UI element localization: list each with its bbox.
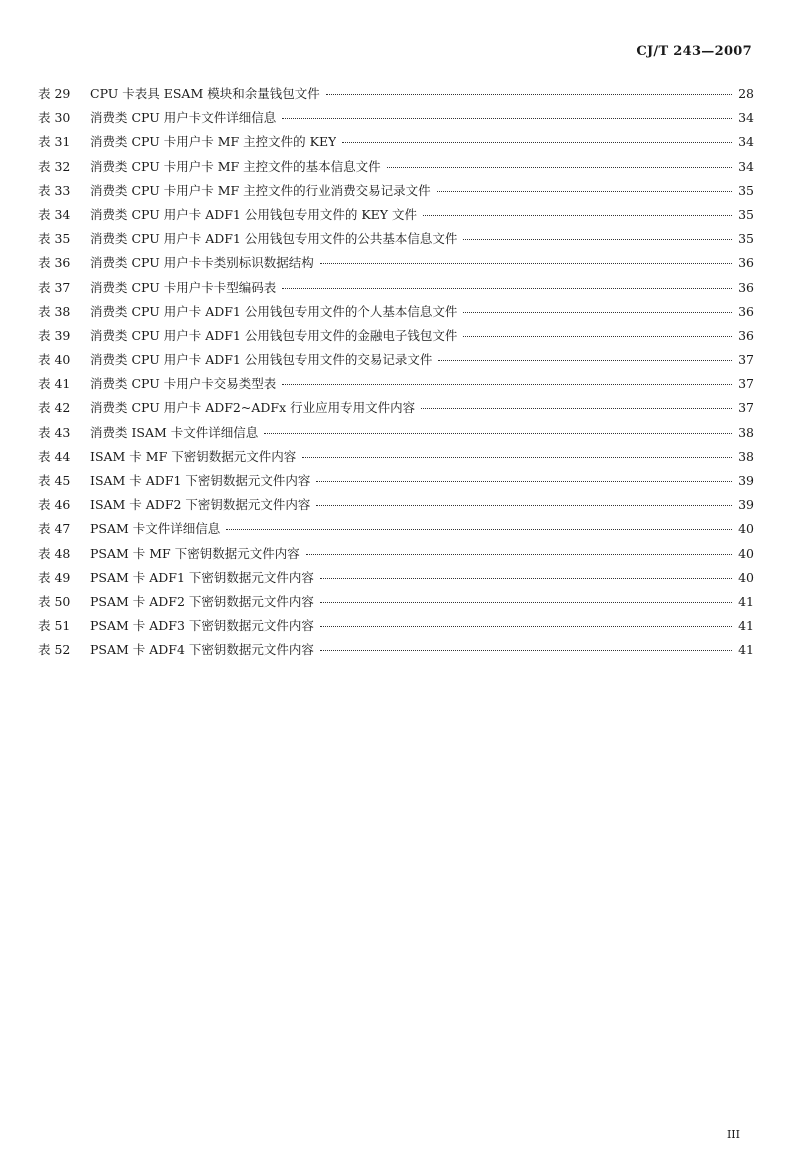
- toc-row[interactable]: [38, 447, 754, 471]
- toc-row[interactable]: [38, 568, 754, 592]
- toc-page-number: 35: [738, 206, 754, 222]
- toc-row[interactable]: [38, 495, 754, 519]
- toc-label: 表 47: [38, 521, 71, 537]
- toc-label: 表 43: [38, 424, 71, 440]
- toc-page-number: 40: [738, 569, 754, 585]
- toc-label: 表 32: [38, 158, 71, 174]
- toc-page-number: 36: [738, 327, 754, 343]
- toc-label: 表 39: [38, 327, 71, 343]
- toc-title: PSAM 卡 ADF4 下密钥数据元文件内容: [90, 642, 314, 658]
- toc-dot-leader: [306, 554, 732, 555]
- toc-row[interactable]: [38, 592, 754, 616]
- toc-row[interactable]: [38, 205, 754, 229]
- toc-row[interactable]: [38, 253, 754, 277]
- toc-dot-leader: [302, 457, 732, 458]
- toc-label: 表 31: [38, 134, 71, 150]
- toc-dot-leader: [423, 215, 732, 216]
- toc-dot-leader: [437, 191, 732, 192]
- toc-row[interactable]: [38, 350, 754, 374]
- toc-label: 表 49: [38, 569, 71, 585]
- toc-dot-leader: [463, 312, 732, 313]
- toc-dot-leader: [320, 650, 732, 651]
- toc-title: 消费类 CPU 用户卡 ADF1 公用钱包专用文件的金融电子钱包文件: [90, 327, 458, 343]
- toc-dot-leader: [342, 142, 732, 143]
- toc-page-number: 35: [738, 231, 754, 247]
- toc-row[interactable]: [38, 398, 754, 422]
- toc-row[interactable]: [38, 278, 754, 302]
- toc-label: 表 45: [38, 473, 71, 488]
- toc-title: 消费类 CPU 卡用户卡 MF 主控文件的行业消费交易记录文件: [90, 182, 431, 198]
- toc-title: 消费类 CPU 卡用户卡 MF 主控文件的基本信息文件: [90, 158, 381, 174]
- toc-dot-leader: [463, 239, 732, 240]
- toc-label: 表 37: [38, 279, 71, 295]
- toc-page-number: 37: [738, 400, 754, 416]
- toc-page-number: 40: [738, 521, 754, 537]
- toc-title: 消费类 CPU 用户卡 ADF1 公用钱包专用文件的个人基本信息文件: [90, 303, 458, 319]
- toc-page-number: 38: [738, 448, 754, 464]
- toc-title: 消费类 CPU 用户卡 ADF1 公用钱包专用文件的交易记录文件: [90, 352, 433, 368]
- toc-title: PSAM 卡 ADF2 下密钥数据元文件内容: [90, 593, 314, 609]
- toc-label: 表 29: [38, 86, 71, 101]
- toc-page-number: 37: [738, 352, 754, 368]
- toc-label: 表 40: [38, 352, 71, 368]
- toc-title: CPU 卡表具 ESAM 模块和余量钱包文件: [90, 86, 320, 101]
- toc-page-number: 41: [738, 593, 754, 609]
- toc-label: 表 38: [38, 303, 71, 319]
- toc-row[interactable]: [38, 471, 754, 495]
- toc-title: PSAM 卡 ADF3 下密钥数据元文件内容: [90, 618, 314, 634]
- table-of-contents: [38, 84, 754, 665]
- standard-code-header: CJ/T 243—2007: [636, 44, 752, 59]
- toc-title: 消费类 CPU 用户卡卡类别标识数据结构: [90, 255, 314, 271]
- toc-page-number: 41: [738, 618, 754, 634]
- toc-title: 消费类 CPU 卡用户卡交易类型表: [90, 376, 277, 392]
- toc-page-number: 34: [738, 134, 754, 150]
- toc-label: 表 52: [38, 642, 71, 658]
- toc-row[interactable]: [38, 616, 754, 640]
- toc-label: 表 42: [38, 400, 71, 416]
- toc-row[interactable]: [38, 374, 754, 398]
- toc-dot-leader: [282, 384, 732, 385]
- toc-page-number: 41: [738, 642, 754, 658]
- toc-label: 表 50: [38, 593, 71, 609]
- toc-dot-leader: [421, 408, 732, 409]
- toc-row[interactable]: [38, 229, 754, 253]
- toc-page-number: 38: [738, 424, 754, 440]
- toc-row[interactable]: [38, 157, 754, 181]
- toc-page-number: 28: [738, 86, 754, 101]
- toc-page-number: 36: [738, 279, 754, 295]
- toc-dot-leader: [282, 118, 732, 119]
- toc-title: ISAM 卡 MF 下密钥数据元文件内容: [90, 448, 297, 464]
- toc-page-number: 39: [738, 497, 754, 513]
- toc-title: 消费类 CPU 用户卡 ADF2~ADFx 行业应用专用文件内容: [90, 400, 416, 416]
- toc-title: 消费类 CPU 用户卡 ADF1 公用钱包专用文件的 KEY 文件: [90, 206, 418, 222]
- toc-label: 表 33: [38, 182, 71, 198]
- toc-row[interactable]: [38, 84, 754, 108]
- toc-page-number: 35: [738, 182, 754, 198]
- toc-page-number: 37: [738, 376, 754, 392]
- toc-title: 消费类 CPU 用户卡文件详细信息: [90, 110, 277, 126]
- toc-title: PSAM 卡 ADF1 下密钥数据元文件内容: [90, 569, 314, 585]
- toc-title: ISAM 卡 ADF2 下密钥数据元文件内容: [90, 497, 311, 513]
- toc-title: 消费类 CPU 卡用户卡 MF 主控文件的 KEY: [90, 134, 337, 150]
- toc-dot-leader: [264, 433, 732, 434]
- toc-row[interactable]: [38, 544, 754, 568]
- toc-label: 表 51: [38, 618, 71, 634]
- toc-dot-leader: [320, 626, 732, 627]
- toc-title: ISAM 卡 ADF1 下密钥数据元文件内容: [90, 473, 311, 488]
- toc-row[interactable]: [38, 132, 754, 156]
- toc-dot-leader: [463, 336, 732, 337]
- toc-row[interactable]: [38, 640, 754, 664]
- toc-dot-leader: [320, 602, 732, 603]
- toc-dot-leader: [282, 288, 732, 289]
- toc-row[interactable]: [38, 108, 754, 132]
- toc-title: 消费类 CPU 用户卡 ADF1 公用钱包专用文件的公共基本信息文件: [90, 231, 458, 247]
- page-number: III: [726, 1128, 740, 1141]
- toc-dot-leader: [438, 360, 732, 361]
- toc-row[interactable]: [38, 326, 754, 350]
- toc-dot-leader: [316, 481, 732, 482]
- toc-title: PSAM 卡 MF 下密钥数据元文件内容: [90, 545, 300, 561]
- toc-dot-leader: [226, 529, 732, 530]
- toc-dot-leader: [316, 505, 732, 506]
- toc-title: 消费类 CPU 卡用户卡卡型编码表: [90, 279, 277, 295]
- toc-row[interactable]: [38, 423, 754, 447]
- toc-page-number: 36: [738, 255, 754, 271]
- toc-dot-leader: [320, 263, 732, 264]
- toc-label: 表 36: [38, 255, 71, 271]
- toc-label: 表 34: [38, 206, 71, 222]
- toc-label: 表 46: [38, 497, 71, 513]
- toc-label: 表 44: [38, 448, 71, 464]
- toc-title: 消费类 ISAM 卡文件详细信息: [90, 424, 259, 440]
- toc-page-number: 39: [738, 473, 754, 488]
- toc-label: 表 35: [38, 231, 71, 247]
- toc-label: 表 41: [38, 376, 71, 392]
- toc-label: 表 48: [38, 545, 71, 561]
- toc-page-number: 34: [738, 158, 754, 174]
- toc-page-number: 34: [738, 110, 754, 126]
- toc-dot-leader: [387, 167, 732, 168]
- toc-label: 表 30: [38, 110, 71, 126]
- toc-page-number: 36: [738, 303, 754, 319]
- toc-row[interactable]: [38, 519, 754, 543]
- toc-row[interactable]: [38, 302, 754, 326]
- toc-dot-leader: [320, 578, 732, 579]
- toc-row[interactable]: [38, 181, 754, 205]
- toc-page-number: 40: [738, 545, 754, 561]
- toc-dot-leader: [326, 94, 732, 95]
- toc-title: PSAM 卡文件详细信息: [90, 521, 221, 537]
